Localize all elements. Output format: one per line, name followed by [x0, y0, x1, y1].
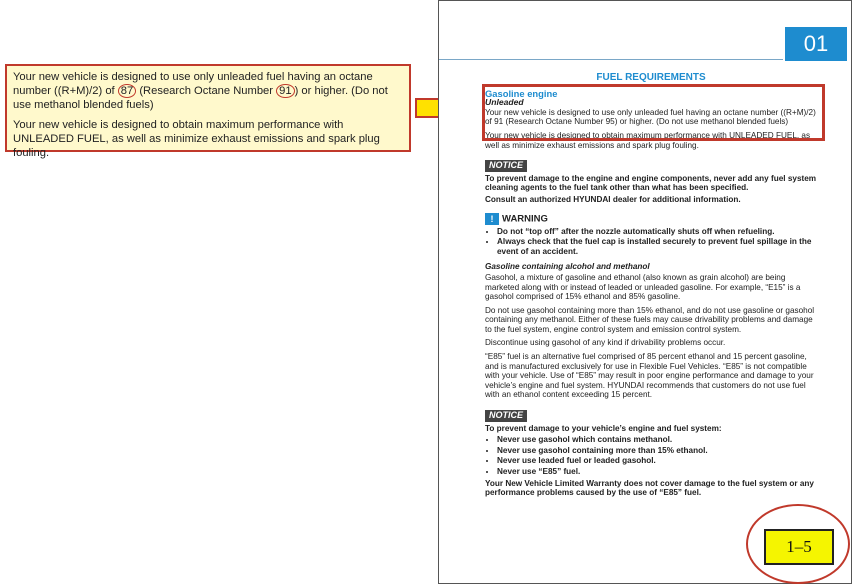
alcohol-paragraph-3: Discontinue using gasohol of any kind if drivability problems occur.	[485, 338, 726, 348]
list-item: • Never use gasohol which contains methanol.	[497, 435, 817, 445]
section-title: Gasoline engine	[485, 87, 558, 99]
page-number: 1–5	[764, 529, 834, 565]
notice-list	[485, 435, 817, 476]
ron-highlight: 91	[276, 84, 294, 98]
notice-text: To prevent damage to the engine and engine components, never add any fuel system cleaning agents to the fuel tank other than what has been specified.	[485, 173, 817, 193]
highlight-box	[482, 84, 825, 141]
warning-list	[485, 227, 817, 257]
list-item: • Never use gasohol containing more than 15% ethanol.	[497, 446, 817, 456]
notice-label: NOTICE	[485, 160, 527, 172]
callout-excerpt	[5, 64, 411, 159]
list-item: • Do not “top off” after the nozzle automatically shuts off when refueling.	[497, 227, 817, 237]
warning-icon: !	[485, 213, 499, 225]
unleaded-paragraph-1: Your new vehicle is designed to use only unleaded fuel having an octane number ((R+M)/2) of 91 (Research Octane Number 95) or higher. (Do not use methanol blended fuels)	[485, 107, 816, 127]
list-item: • Always check that the fuel cap is installed securely to prevent fuel spillage in the event of an accident.	[497, 237, 817, 256]
alcohol-heading: Gasoline containing alcohol and methanol	[485, 262, 650, 272]
notice-label: NOTICE	[485, 410, 527, 422]
list-item: • Never use “E85” fuel.	[497, 467, 817, 477]
warning-heading: ! WARNING	[485, 213, 817, 225]
list-item: • Never use leaded fuel or leaded gasohol.	[497, 456, 817, 466]
alcohol-paragraph-4: “E85” fuel is an alternative fuel comprised of 85 percent ethanol and 15 percent gasoline, and is manufactured exclusively for use in Flexible Fuel Vehicles. “E85” is not compatible with your vehicle. Use of “E85” may result in poor engine performance and damage to your vehicle’s engine and fuel system. HYUNDAI recommends that customers do not use fuel with an ethanol content exceeding 15 percent.	[485, 352, 814, 400]
page-content	[485, 73, 817, 502]
warranty-text: Your New Vehicle Limited Warranty does not cover damage to the fuel system or any performance problems caused by the use of “E85” fuel.	[485, 478, 814, 498]
octane-highlight: 87	[118, 84, 136, 98]
header-divider	[439, 59, 783, 60]
unleaded-paragraph-2: Your new vehicle is designed to obtain maximum performance with UNLEADED FUEL, as well as minimize exhaust emissions and spark plug fouling.	[485, 130, 811, 150]
page-title: FUEL REQUIREMENTS	[596, 72, 706, 83]
manual-page	[438, 0, 852, 584]
notice-intro: To prevent damage to your vehicle’s engine and fuel system:	[485, 423, 722, 433]
callout-paragraph-1: Your new vehicle is designed to use only unleaded fuel having an octane number ((R+M)/2) of 87 (Research Octane Number 91 ) or higher. (Do not use methanol blended fuels)	[13, 71, 388, 111]
notice-consult: Consult an authorized HYUNDAI dealer for additional information.	[485, 194, 741, 204]
callout-paragraph-2: Your new vehicle is designed to obtain maximum performance with UNLEADED FUEL, as well as minimize exhaust emissions and spark plug fouling.	[13, 119, 380, 159]
alcohol-paragraph-1: Gasohol, a mixture of gasoline and ethanol (also known as grain alcohol) are being marketed along with or instead of leaded or unleaded gasoline. For example, “E15” is a gasohol comprised of 15% ethanol and 85% gasoline.	[485, 272, 801, 302]
chapter-tab: 01	[785, 27, 847, 61]
subsection-title: Unleaded	[485, 97, 524, 108]
alcohol-paragraph-2: Do not use gasohol containing more than 15% ethanol, and do not use gasoline or gasohol containing any methanol. Either of these fuels may cause drivability problems and damage to the fuel system, engine control system and emission control system.	[485, 305, 815, 334]
